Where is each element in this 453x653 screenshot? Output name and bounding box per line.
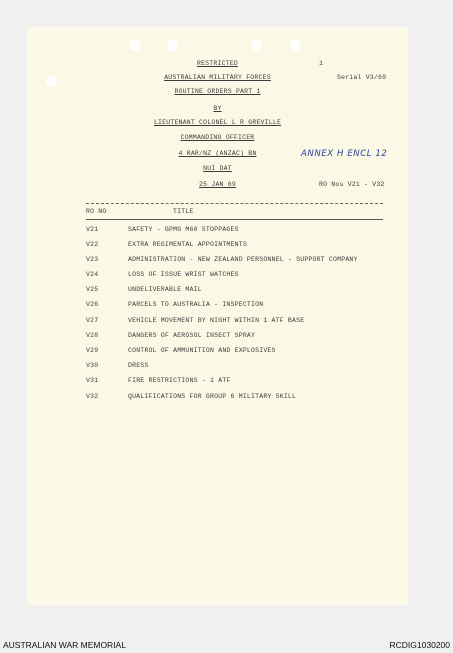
ro-title: DRESS [128,362,149,369]
ro-number: V29 [86,347,99,354]
ro-title: QUALIFICATIONS FOR GROUP 6 MILITARY SKILL [128,393,297,400]
battalion-name: 4 RAR/NZ (ANZAC) BN [178,150,257,157]
classification-heading: RESTRICTED [196,60,238,67]
officer-appointment: COMMANDING OFFICER [180,134,255,141]
table-row [27,332,408,341]
ro-number: V26 [86,301,99,308]
table-row [27,347,408,356]
by-line: BY [213,105,222,112]
punch-hole [290,40,301,51]
page-mark: 1 [319,60,324,67]
ro-number: V21 [86,226,99,233]
order-date: 25 JAN 69 [199,181,236,188]
table-row [27,301,408,310]
archive-footer-label: AUSTRALIAN WAR MEMORIAL [3,640,126,650]
table-row [27,241,408,250]
column-header-ro-no: RO NO [86,208,107,215]
table-header-rule [86,219,383,220]
ro-number: V30 [86,362,99,369]
ro-number: V22 [86,241,99,248]
table-row [27,377,408,386]
archive-reference-id: RCDIG1030200 [389,640,450,650]
ro-title: LOSS OF ISSUE WRIST WATCHES [128,271,239,278]
table-row [27,362,408,371]
ro-title: VEHICLE MOVEMENT BY NIGHT WITHIN 1 ATF BASE [128,317,305,324]
ro-number: V32 [86,393,99,400]
punch-hole [129,40,140,51]
table-row [27,256,408,265]
punch-hole [251,40,262,51]
ro-number: V28 [86,332,99,339]
handwritten-annex-note: ANNEX H ENCL 12 [301,149,388,159]
table-row [27,226,408,235]
table-row [27,286,408,295]
serial-number: Serial V3/69 [337,74,387,81]
table-row [27,317,408,326]
ro-number: V23 [86,256,99,263]
ro-title: FIRE RESTRICTIONS - 1 ATF [128,377,231,384]
ro-title: UNDELIVERABLE MAIL [128,286,202,293]
punch-hole [167,40,178,51]
column-header-title: TITLE [173,208,194,215]
ro-title: SAFETY - GPMG M60 STOPPAGES [128,226,239,233]
ro-number: V31 [86,377,99,384]
ro-number: V25 [86,286,99,293]
ro-title: CONTROL OF AMMUNITION AND EXPLOSIVES [128,347,276,354]
officer-name: LIEUTENANT COLONEL L R GREVILLE [153,119,282,126]
ro-number: V27 [86,317,99,324]
ro-title: ADMINISTRATION - NEW ZEALAND PERSONNEL - SUPPORT COMPANY [128,256,358,263]
ro-title: DANGERS OF AEROSOL INSECT SPRAY [128,332,256,339]
table-row [27,393,408,402]
ro-title: EXTRA REGIMENTAL APPOINTMENTS [128,241,247,248]
table-row [27,271,408,280]
table-top-rule [86,203,383,204]
ro-number: V24 [86,271,99,278]
location: NUI DAT [203,165,232,172]
ro-number-range: RO Nos V21 - V32 [319,181,385,188]
orders-heading: ROUTINE ORDERS PART 1 [174,88,261,95]
document-page [27,27,408,605]
unit-heading: AUSTRALIAN MILITARY FORCES [164,74,271,81]
ro-title: PARCELS TO AUSTRALIA - INSPECTION [128,301,264,308]
